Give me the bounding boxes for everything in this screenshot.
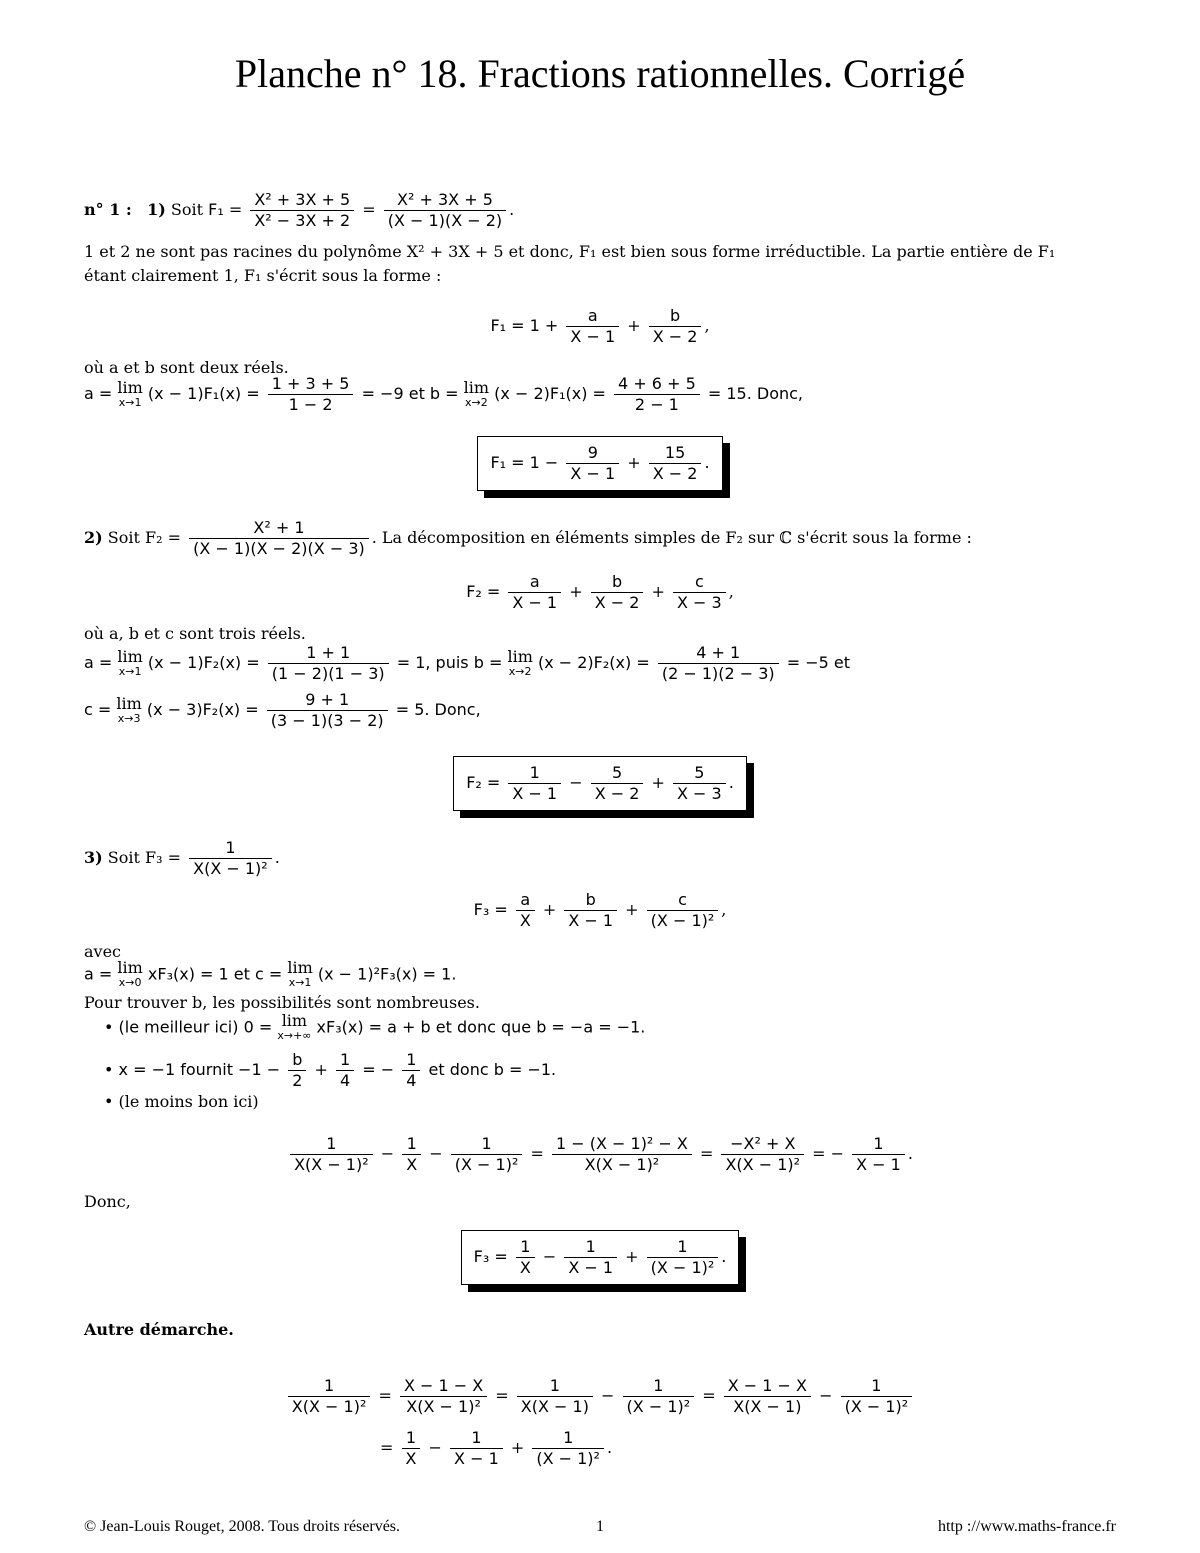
exercise-label: n° 1 :: [84, 200, 132, 219]
paragraph: 1 et 2 ne sont pas racines du polynôme X² + 3X + 5 et donc, F₁ est bien sous forme irréductible. La partie entière de F₁: [84, 242, 1056, 261]
paragraph: Pour trouver b, les possibilités sont nombreuses.: [84, 993, 480, 1012]
equation: F₂ = $\frac{a}{X - 1}$ + $\frac{b}{X - 2}$ + $\frac{c}{X - 3}$ ,: [466, 572, 734, 612]
result-box: F₃ = $\frac{1}{X}$ − $\frac{1}{X - 1}$ + $\frac{1}{\text{(X − 1)²}}$ .: [0, 1230, 1200, 1285]
equation: F₃ = $\frac{a}{X}$ + $\frac{b}{X - 1}$ + $\frac{c}{\text{(X − 1)²}}$ ,: [473, 890, 727, 930]
equation: F₁ = 1 + $\frac{a}{X - 1}$ + $\frac{b}{X - 2}$ ,: [490, 306, 710, 346]
page-title: Planche n° 18. Fractions rationnelles. Corrigé: [234, 51, 966, 96]
equation: a = lim x→0 xF₃(x) = 1 et c = lim x→1 (x − 1)²F₃(x) = 1.: [84, 958, 457, 989]
fraction: $\frac{\text{X² + 3X + 5}}{\text{X² − 3X + 2}}$: [250, 190, 354, 231]
paragraph: étant clairement 1, F₁ s'écrit sous la forme :: [84, 266, 442, 285]
equation: = $\frac{1}{X}$ − $\frac{1}{X - 1}$ + $\frac{1}{\text{(X − 1)²}}$ .: [380, 1428, 613, 1468]
fraction: $\frac{\text{X² + 3X + 5}}{(X - 1)(X - 2)}$: [384, 190, 506, 231]
paragraph: où a, b et c sont trois réels.: [84, 624, 306, 643]
result-box: F₂ = $\frac{1}{X - 1}$ − $\frac{5}{X - 2}$ + $\frac{5}{X - 3}$ .: [0, 756, 1200, 811]
paragraph: Donc,: [84, 1192, 131, 1211]
equation: a = lim x→1 (x − 1)F₂(x) = $\frac{1 + 1}{(1 - 2)(1 - 3)}$ = 1, puis b = lim x→2 (x − 2)F₂(x) = $\frac{4 + 1}{(2 - 1)(2 - 3)}$ = −5 et: [84, 643, 851, 683]
equation: $\frac{1}{\text{X(X − 1)²}}$ = $\frac{X - 1 - X}{\text{X(X − 1)²}}$ = $\frac{1}{X(X - 1)}$ − $\frac{1}{\text{(X − 1)²}}$ = $\frac{X - 1 - X}{X(X - 1)}$ − $\frac{1}{\text{(X − 1)²}}$: [0, 1376, 1200, 1417]
result-box: F₁ = 1 − $\frac{9}{X - 1}$ + $\frac{15}{X - 2}$ .: [0, 436, 1200, 491]
paragraph: où a et b sont deux réels.: [84, 358, 289, 377]
ex2-statement: 2) Soit F₂ = $\frac{\text{X² + 1}}{(X - 1)(X - 2)(X - 3)}$ . La décomposition en éléments simples de F₂ sur ℂ s'écrit sous la forme :: [84, 518, 972, 558]
footer-url[interactable]: http ://www.maths-france.fr: [937, 1518, 1116, 1535]
equation: a = lim x→1 (x − 1)F₁(x) = $\frac{1 + 3 + 5}{1 - 2}$ = −9 et b = lim x→2 (x − 2)F₁(x) = $\frac{4 + 6 + 5}{2 - 1}$ = 15. Donc,: [84, 374, 803, 414]
section-heading: Autre démarche.: [84, 1320, 234, 1339]
page-number: 1: [596, 1518, 604, 1535]
equation: c = lim x→3 (x − 3)F₂(x) = $\frac{9 + 1}{(3 - 1)(3 - 2)}$ = 5. Donc,: [84, 690, 481, 730]
list-item: • (le moins bon ici): [104, 1092, 259, 1111]
ex1-statement: n° 1 : 1) Soit F₁ = $\frac{\text{X² + 3X + 5}}{\text{X² − 3X + 2}}$ = $\frac{\text{X² + 3X + 5}}{(X - 1)(X - 2)}$ .: [84, 190, 515, 230]
list-item: • (le meilleur ici) 0 = lim x→+∞ xF₃(x) = a + b et donc que b = −a = −1.: [104, 1011, 646, 1042]
footer-copyright: © Jean-Louis Rouget, 2008. Tous droits réservés.: [84, 1518, 401, 1535]
list-item: • x = −1 fournit −1 − $\frac{b}{2}$ + $\frac{1}{4}$ = − $\frac{1}{4}$ et donc b = −1.: [104, 1050, 557, 1090]
ex3-statement: 3) Soit F₃ = $\frac{1}{\text{X(X − 1)²}}$ .: [84, 838, 280, 878]
equation: $\frac{1}{\text{X(X − 1)²}}$ − $\frac{1}{X}$ − $\frac{1}{\text{(X − 1)²}}$ = $\frac{\text{1 − (X − 1)² − X}}{\text{X(X − 1)²}}$ = $\frac{\text{−X² + X}}{\text{X(X − 1)²}}$ = − $\frac{1}{X - 1}$ .: [0, 1134, 1200, 1175]
paragraph: avec: [84, 942, 122, 961]
